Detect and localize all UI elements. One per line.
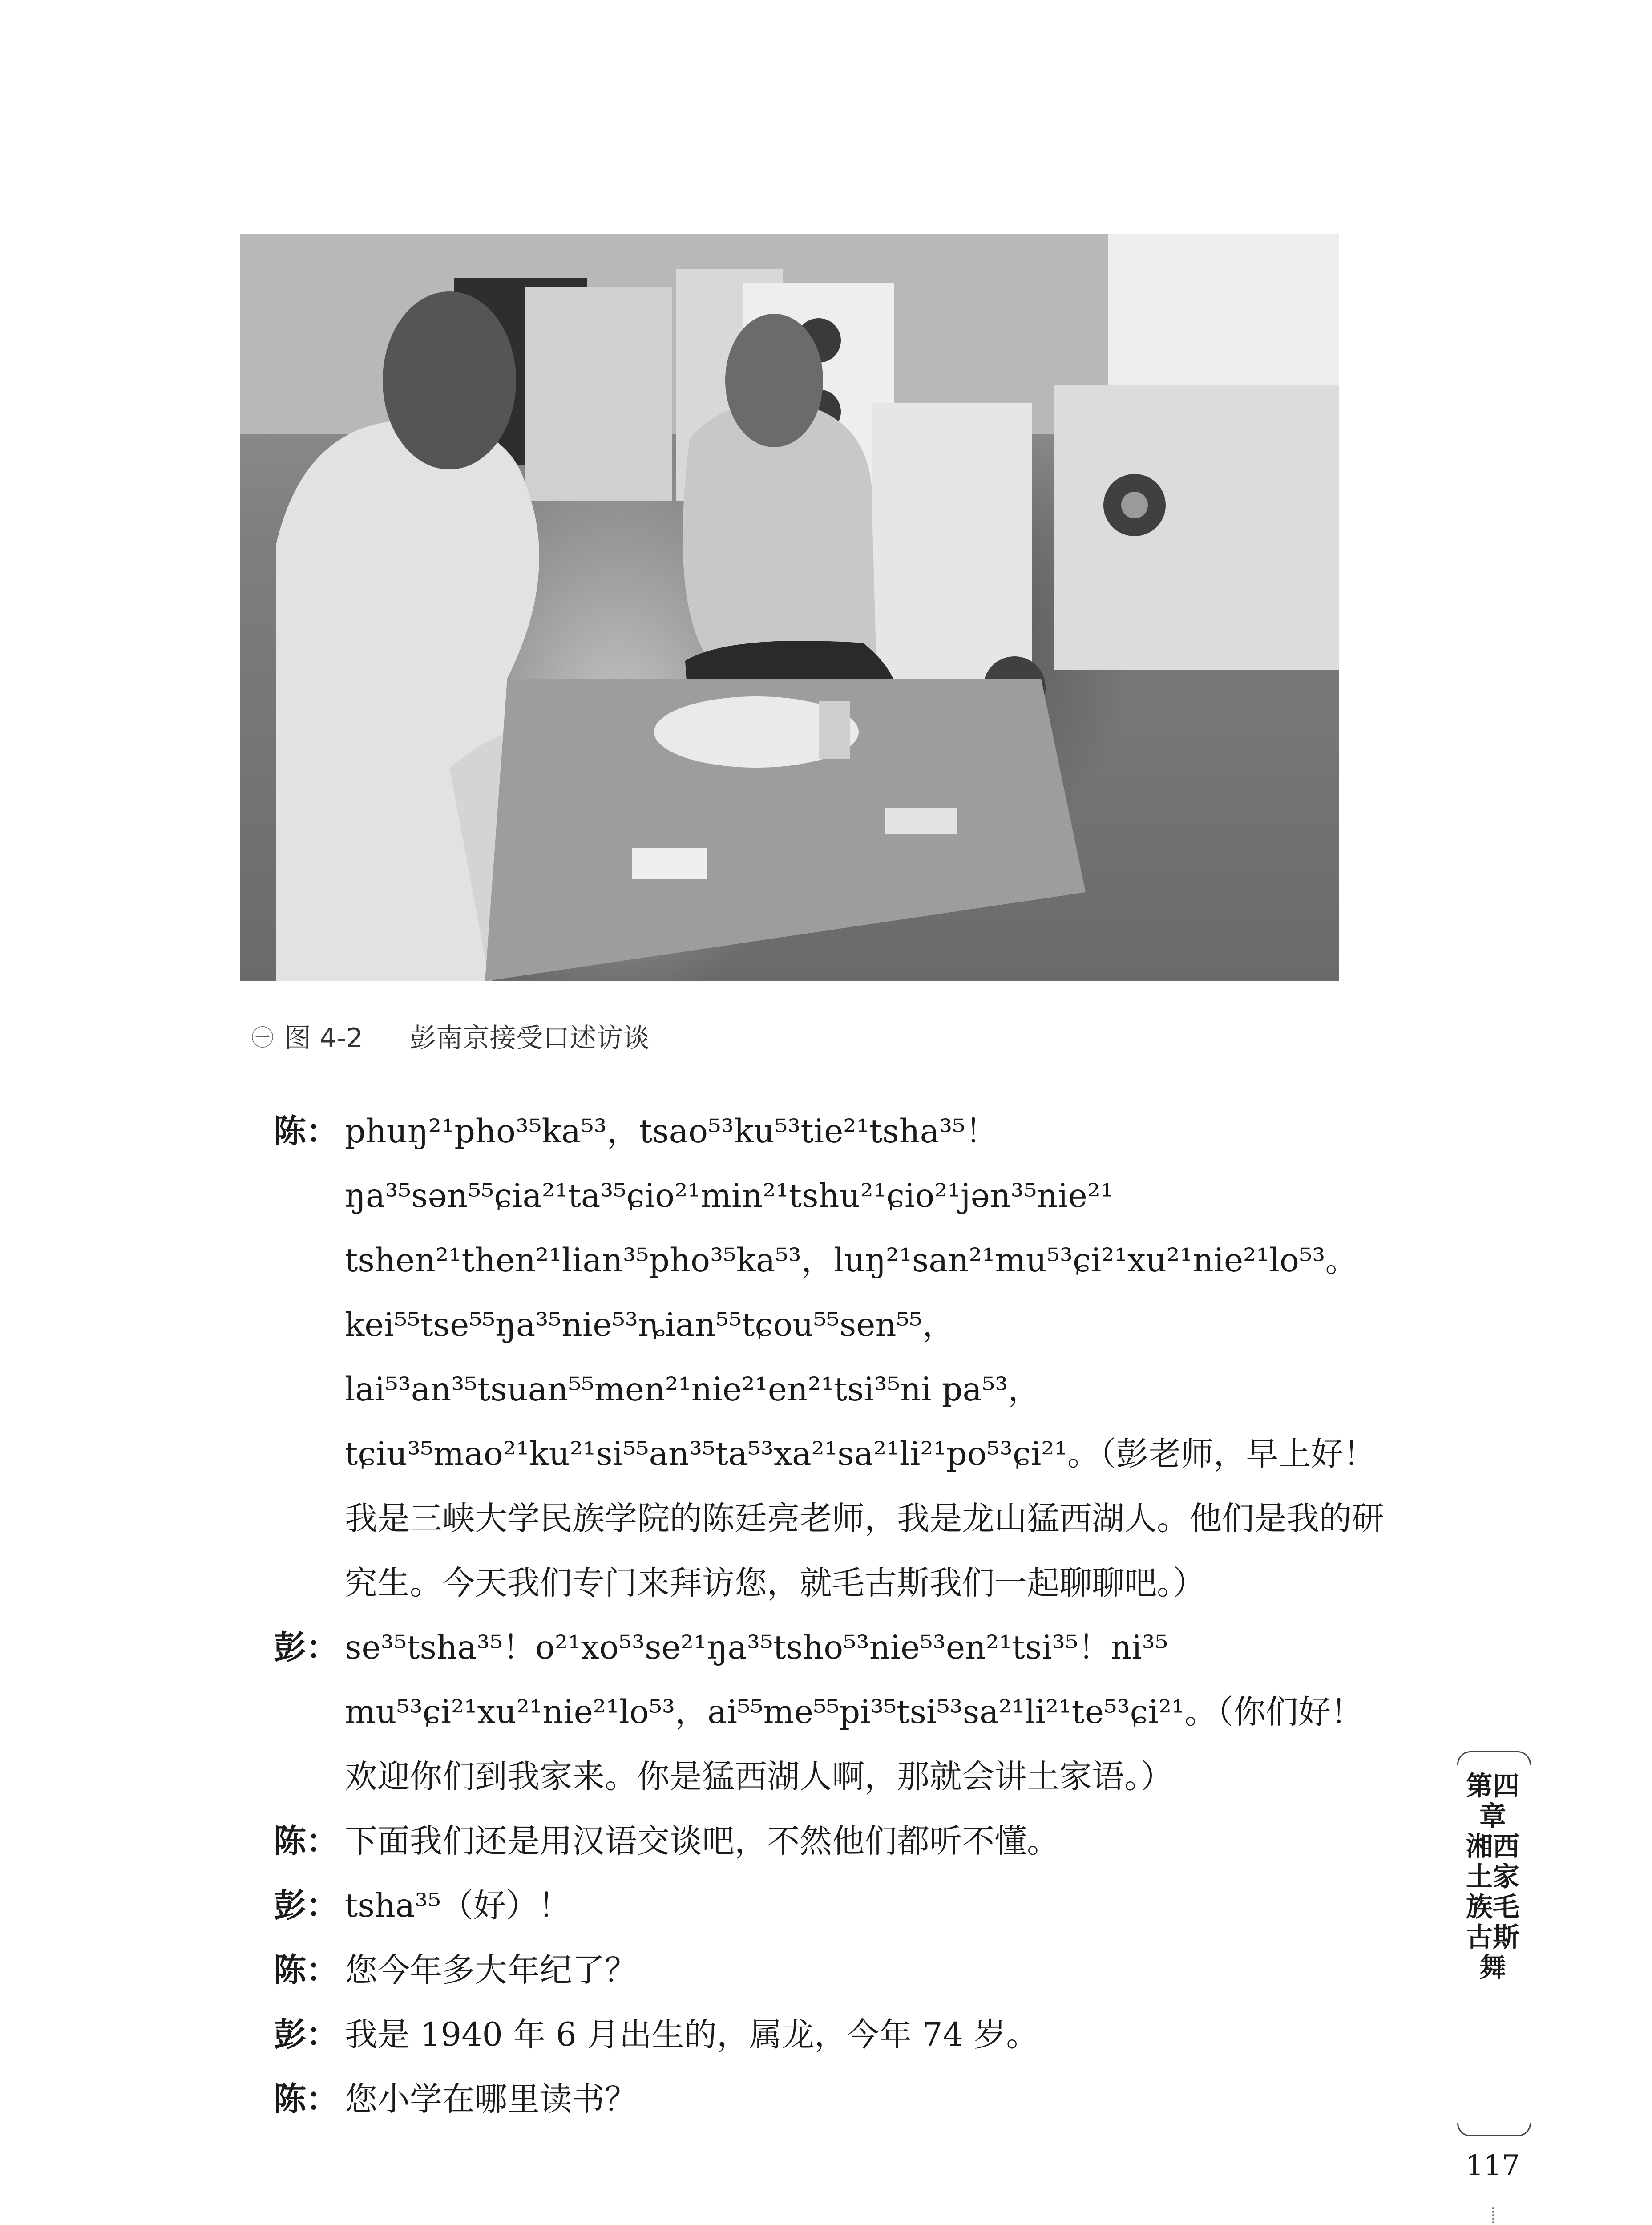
dialogue-turn [274, 2002, 1386, 2067]
dialogue-turn [274, 1615, 1386, 1809]
figure-marker-icon: ㊀ [251, 1025, 274, 1051]
dialogue-turn [274, 2067, 1386, 2132]
dialogue-text: 您小学在哪里读书？ [345, 2080, 637, 2118]
side-bracket-top [1457, 1751, 1531, 1765]
speaker-label: 彭： [274, 2016, 339, 2054]
figure-caption [251, 1017, 650, 1055]
speaker-label: 陈： [274, 1822, 339, 1860]
interview-photo [240, 234, 1339, 981]
page-edge-dotted-line [1492, 2207, 1494, 2225]
photo-illustration [240, 234, 1339, 981]
speaker-label: 彭： [274, 1629, 339, 1667]
speaker-label: 陈： [274, 1112, 339, 1150]
chapter-side-title: 第四章 湘西土家族毛古斯舞 [1466, 1771, 1519, 1983]
dialogue-text: 您今年多大年纪了？ [345, 1951, 637, 1989]
dialogue-text: phuŋ²¹pho³⁵ka⁵³，tsao⁵³ku⁵³tie²¹tsha³⁵！ŋa³⁵sən⁵⁵ɕia²¹ta³⁵ɕio²¹min²¹tshu²¹ɕio²¹jən³⁵nie²¹ tshen²¹then²¹lian³⁵pho³⁵ka⁵³，luŋ²¹san²¹mu⁵³ɕi²¹xu²¹nie²¹lo⁵³。kei⁵⁵tse⁵⁵ŋa³⁵nie⁵³ȵian⁵⁵tɕou⁵⁵sen⁵⁵，lai⁵³an³⁵tsuan⁵⁵men²¹nie²¹en²¹tsi³⁵ni pa⁵³，tɕiu³⁵mao²¹ku²¹si⁵⁵an³⁵ta⁵³xa²¹sa²¹li²¹po⁵³ɕi²¹。（彭老师，早上好！我是三峡大学民族学院的陈廷亮老师，我是龙山猛西湖人。他们是我的研究生。今天我们专门来拜访您，就毛古斯我们一起聊聊吧。） [345, 1112, 1384, 1602]
page-number: 117 [1465, 2149, 1520, 2182]
figure-number: 图 4-2 [284, 1023, 364, 1054]
speaker-label: 彭： [274, 1887, 339, 1925]
dialogue-turn [274, 1099, 1386, 1615]
dialogue-text: tsha³⁵（好）！ [345, 1887, 571, 1925]
dialogue-text: 下面我们还是用汉语交谈吧，不然他们都听不懂。 [345, 1822, 1059, 1860]
dialogue-turn [274, 1938, 1386, 2002]
dialogue-text: 我是 1940 年 6 月出生的，属龙，今年 74 岁。 [345, 2016, 1039, 2054]
speaker-label: 陈： [274, 1951, 339, 1989]
dialogue-text: se³⁵tsha³⁵！o²¹xo⁵³se²¹ŋa³⁵tsho⁵³nie⁵³en²¹tsi³⁵！ni³⁵ mu⁵³ɕi²¹xu²¹nie²¹lo⁵³，ai⁵⁵me⁵⁵pi³⁵tsi⁵³sa²¹li²¹te⁵³ɕi²¹。（你们好！欢迎你们到我家来。你是猛西湖人啊，那就会讲土家语。） [345, 1629, 1363, 1796]
dialogue-turn [274, 1809, 1386, 1873]
interview-dialogue [274, 1099, 1386, 2132]
speaker-label: 陈： [274, 2080, 339, 2118]
side-bracket-bottom [1457, 2123, 1531, 2136]
figure-caption-text: 彭南京接受口述访谈 [409, 1023, 650, 1054]
dialogue-turn [274, 1873, 1386, 1938]
